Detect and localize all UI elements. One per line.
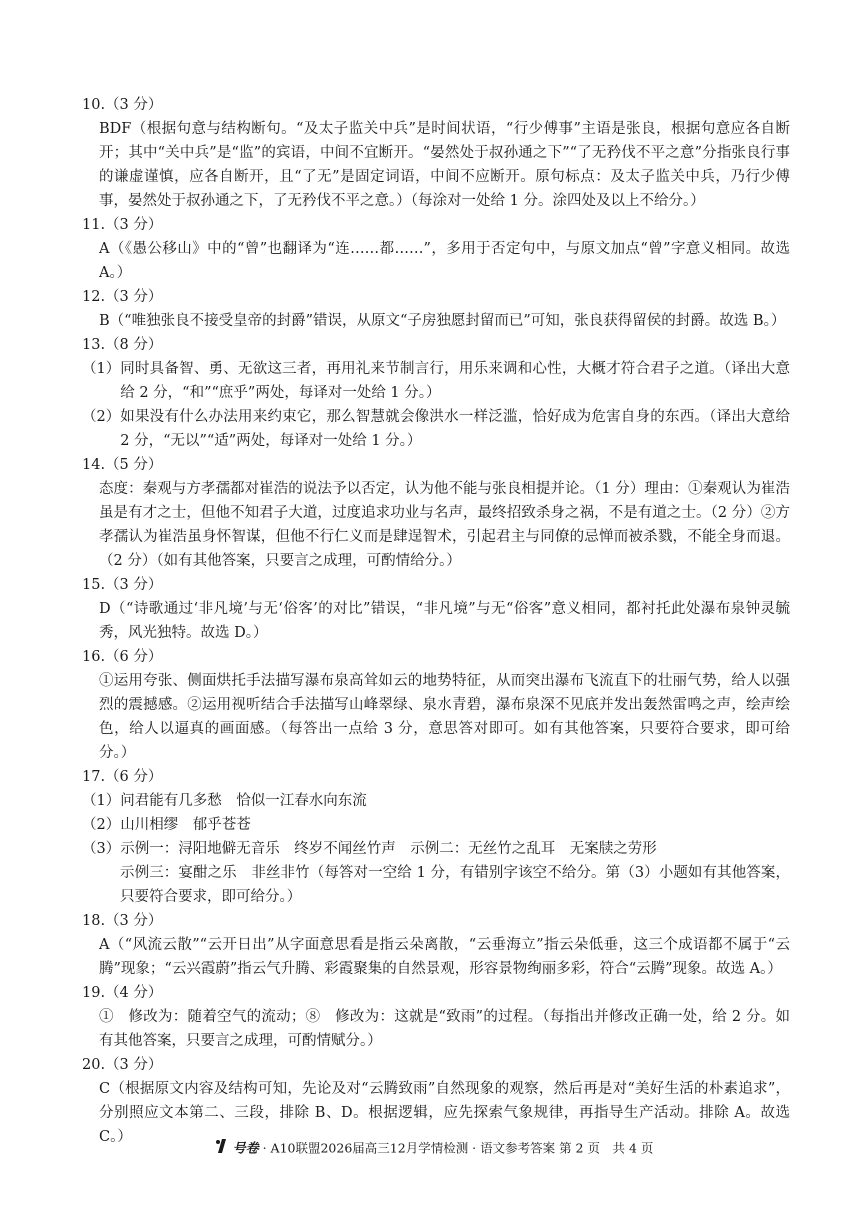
answer-15: [82, 573, 790, 645]
answer-list: [82, 93, 790, 1149]
sub-number: （2）: [82, 409, 121, 425]
question-heading: 11.（3 分）: [82, 217, 163, 233]
question-heading: 13.（8 分）: [82, 337, 163, 353]
answer-16: [82, 645, 790, 765]
sub-answer: [82, 357, 790, 405]
footer-text: · A10联盟2026届高三12月学情检测 · 语文参考答案 第 2 页 共 4 页: [262, 1140, 654, 1156]
sub-answer: [82, 837, 790, 861]
sub-answer-continuation: 示例三：宴酣之乐 非丝非竹（每答对一空给 1 分，有错别字该空不给分。第（3）小题如有其他答案，只要符合要求，即可给分。）: [120, 865, 790, 905]
sub-number: （2）: [82, 817, 121, 833]
sub-number: （1）: [82, 793, 121, 809]
sub-answer: [82, 789, 790, 813]
sub-answer: [82, 813, 790, 837]
sub-answer: [82, 405, 790, 453]
answer-10: [82, 93, 790, 213]
answer-17: [82, 765, 790, 909]
answer-text: D（“诗歌通过‘非凡境’与无‘俗客’的对比”错误，“非凡境”与无“俗客”意义相同，都衬托此处瀑布泉钟灵毓秀，风光独特。故选 D。）: [99, 601, 790, 641]
answer-text: A（“风流云散”“云开日出”从字面意思看是指云朵离散，“云垂海立”指云朵低垂，这三个成语都不属于“云腾”现象；“云兴霞蔚”指云气升腾、彩霞聚集的自然景观，形容景物绚丽多彩，符合“云腾”现象。故选 A。）: [99, 937, 790, 977]
question-heading: 19.（4 分）: [82, 985, 163, 1001]
sub-text: 同时具备智、勇、无欲这三者，再用礼来节制言行，用乐来调和心性，大概才符合君子之道。（译出大意给 2 分，“和”“庶乎”两处，每译对一处给 1 分。）: [120, 361, 790, 401]
sub-text: 如果没有什么办法用来约束它，那么智慧就会像洪水一样泛滥，恰好成为危害自身的东西。（译出大意给 2 分，“无以”“适”两处，每译对一处给 1 分。）: [120, 409, 790, 449]
answer-text: A（《愚公移山》中的“曾”也翻译为“连……都……”，多用于否定句中，与原文加点“曾”字意义相同。故选 A。）: [99, 241, 790, 281]
question-heading: 20.（3 分）: [82, 1057, 163, 1073]
answer-19: [82, 981, 790, 1053]
answer-18: [82, 909, 790, 981]
answer-11: [82, 213, 790, 285]
brand-logo-text: 号卷: [232, 1141, 259, 1157]
answer-20: [82, 1053, 790, 1149]
question-heading: 16.（6 分）: [82, 649, 163, 665]
answer-text: 态度：秦观与方孝孺都对崔浩的说法予以否定，认为他不能与张良相提并论。（1 分）理由：①秦观认为崔浩虽是有才之士，但他不知君子大道，过度追求功业与名声，最终招致杀身之祸，不是有道之士。（2 分）②方孝孺认为崔浩虽身怀智谋，但他不行仁义而是肆逞智术，引起君主与同僚的忌惮而被杀戮，不能全身而退。（2 分）（如有其他答案，只要言之成理，可酌情给分。）: [99, 481, 790, 569]
sub-number: （3）: [82, 841, 121, 857]
sub-number: （1）: [82, 361, 121, 377]
question-heading: 14.（5 分）: [82, 457, 163, 473]
question-heading: 18.（3 分）: [82, 913, 163, 929]
answer-text: ① 修改为：随着空气的流动；⑧ 修改为：这就是“致雨”的过程。（每指出并修改正确一处，给 2 分。如有其他答案，只要言之成理，可酌情赋分。）: [99, 1009, 790, 1049]
question-heading: 10.（3 分）: [82, 97, 163, 113]
sub-text: 示例一：浔阳地僻无音乐 终岁不闻丝竹声 示例二：无丝竹之乱耳 无案牍之劳形: [120, 841, 657, 857]
answer-14: [82, 453, 790, 573]
sub-text: 问君能有几多愁 恰似一江春水向东流: [120, 793, 367, 809]
answer-12: [82, 285, 790, 333]
question-heading: 12.（3 分）: [82, 289, 163, 305]
sub-text: 山川相缪 郁乎苍苍: [120, 817, 251, 833]
question-heading: 15.（3 分）: [82, 577, 163, 593]
answer-text: ①运用夸张、侧面烘托手法描写瀑布泉高耸如云的地势特征，从而突出瀑布飞流直下的壮丽气势，给人以强烈的震撼感。②运用视听结合手法描写山峰翠绿、泉水青碧，瀑布泉深不见底并发出轰然雷鸣之声，绘声绘色，给人以逼真的画面感。（每答出一点给 3 分，意思答对即可。如有其他答案，只要符合要求，即可给分。）: [99, 673, 790, 761]
answer-text: C（根据原文内容及结构可知，先论及对“云腾致雨”自然现象的观察，然后再是对“美好生活的朴素追求”，分别照应文本第二、三段，排除 B、D。根据逻辑，应先探索气象规律，再指导生产活动。排除 A。故选 C。）: [99, 1081, 790, 1145]
answer-text: BDF（根据句意与结构断句。“及太子监关中兵”是时间状语，“行少傅事”主语是张良，根据句意应各自断开；其中“关中兵”是“监”的宾语，中间不宜断开。“晏然处于叔孙通之下”“了无矜伐不平之意”分指张良行事的谦虚谨慎，应各自断开，且“了无”是固定词语，中间不应断开。原句标点：及太子监关中兵，乃行少傅事，晏然处于叔孙通之下，了无矜伐不平之意。）（每涂对一处给 1 分。涂四处及以上不给分。）: [99, 121, 790, 209]
page-footer: [0, 1138, 868, 1160]
answer-text: B（“唯独张良不接受皇帝的封爵”错误，从原文“子房独愿封留而已”可知，张良获得留侯的封爵。故选 B。）: [99, 313, 786, 329]
answer-13: [82, 333, 790, 453]
question-heading: 17.（6 分）: [82, 769, 163, 785]
brand-logo-icon: [215, 1138, 227, 1160]
